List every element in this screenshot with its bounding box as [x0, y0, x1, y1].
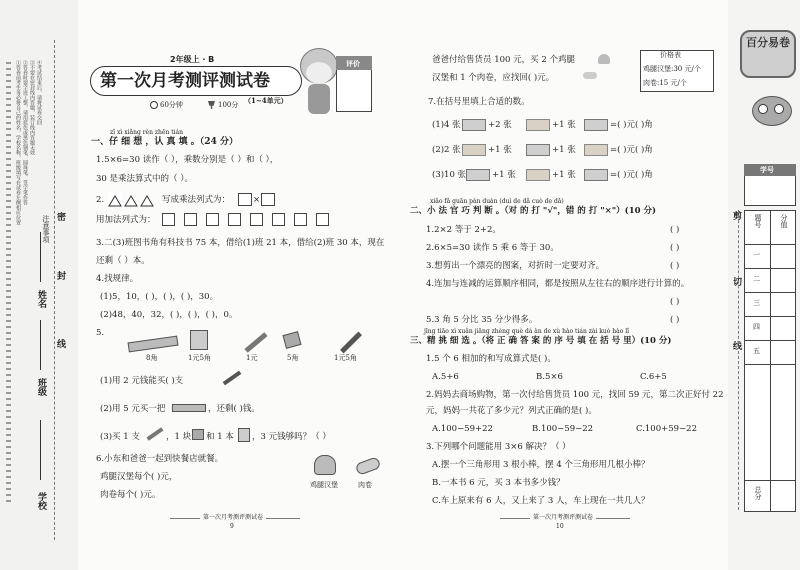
- q7b-answer: =( )元( )角: [610, 145, 653, 155]
- full-score: 100分: [218, 101, 239, 109]
- q5-number: 5.: [96, 328, 105, 338]
- judge-5-paren[interactable]: ( ): [670, 315, 680, 325]
- q5-part3-a: (3)买 1 支: [100, 432, 140, 442]
- price-pen: 1元5角: [334, 354, 357, 362]
- burger-icon: [598, 54, 610, 64]
- choice-1-option-a[interactable]: A.5+6: [432, 372, 459, 382]
- score-row-1: 一: [753, 251, 760, 259]
- score-row-line: [744, 340, 796, 341]
- margin-note-3: ③不要在密封线内答题，装订线内答题无效: [29, 60, 35, 155]
- class-underline: [40, 320, 41, 370]
- book-icon: [238, 428, 250, 442]
- score-col-question: 题号: [754, 214, 762, 228]
- banknote-icon: [462, 144, 486, 156]
- q6-roll: 肉卷每个( )元。: [100, 490, 161, 500]
- triangle-icon-1: [108, 192, 122, 204]
- meat-roll-icon: [583, 72, 597, 79]
- seal-line: [54, 40, 55, 540]
- q1-text-cont: 30 是乘法算式中的（ ）。: [96, 174, 193, 184]
- q6-change: 汉堡和 1 个肉卷，应找回( )元。: [432, 73, 555, 83]
- banknote-icon: [584, 169, 608, 181]
- ruler-icon: [172, 404, 206, 412]
- judge-2-paren[interactable]: ( ): [670, 243, 680, 253]
- price-row-burger: 鸡腿汉堡:30 元/个: [643, 65, 701, 73]
- cut-char-1: 剪: [733, 212, 743, 222]
- judge-1-paren[interactable]: ( ): [670, 225, 680, 235]
- answer-box[interactable]: [184, 213, 197, 226]
- banknote-icon: [462, 119, 486, 131]
- price-book: 1元5角: [188, 354, 211, 362]
- answer-box[interactable]: [206, 213, 219, 226]
- q7c-part2: +1 张: [492, 170, 516, 180]
- meat-roll-icon: [355, 456, 382, 475]
- student-number-label: 学号: [760, 165, 774, 174]
- page-number: 9: [230, 523, 234, 530]
- score-row-5: 五: [753, 347, 760, 355]
- choice-3-option-a[interactable]: A.摆一个三角形用 3 根小棒，摆 4 个三角形用几根小棒？: [432, 460, 650, 470]
- q3-text-cont: 还剩（ ）本。: [96, 256, 150, 266]
- score-row-3: 三: [753, 299, 760, 307]
- score-row-line: [744, 244, 796, 245]
- banknote-icon: [526, 119, 550, 131]
- mascot-eye-icon: [774, 104, 784, 114]
- grade-label: 2年级上 · B: [170, 55, 215, 64]
- q6-text: 6.小东和爸爸一起到快餐店就餐。: [96, 454, 224, 464]
- q5-part3-d: ，3 元钱够吗？（ ）: [252, 432, 331, 442]
- section1-pinyin: zǐ xì xiǎng rèn zhēn tián: [110, 129, 183, 136]
- q7b-part2: +1 张: [488, 145, 512, 155]
- judge-3-paren[interactable]: ( ): [670, 261, 680, 271]
- margin-note-1: ①答卷前考生务必将自己的姓名，学校名称，班级填写在试卷左侧相应位置: [15, 60, 21, 225]
- price-ruler: 8角: [146, 354, 158, 362]
- judge-4-paren[interactable]: ( ): [670, 297, 680, 307]
- answer-box[interactable]: [261, 193, 275, 206]
- class-label: 班级: [36, 378, 46, 396]
- score-row-line: [744, 292, 796, 293]
- q7c-part1: (3)10 张: [432, 170, 467, 180]
- burger-icon: [314, 455, 336, 475]
- choice-3-option-c[interactable]: C.车上原来有 6 人，又上来了 3 人，车上现在一共几人？: [432, 496, 650, 506]
- section1-title: 一、仔 细 想 ，认 真 填 。（24 分）: [91, 137, 238, 147]
- answer-box[interactable]: [272, 213, 285, 226]
- ruler-icon: [128, 336, 179, 353]
- answer-box[interactable]: [238, 193, 252, 206]
- section2-title: 二、小 法 官 巧 判 断 。（对 的 打 "√"，错 的 打 "×"）(10 分): [410, 206, 657, 216]
- q3-text: 3.二(3)班图书角有科技书 75 本，借给(1)班 21 本，借给(2)班 30 本，现在: [96, 238, 385, 248]
- judge-3: 3.想剪出一个漂亮的图案，对折时一定要对齐。: [426, 261, 605, 271]
- footer-title: 第一次月考测评测试卷: [200, 512, 266, 523]
- q5-part1: (1)用 2 元钱能买( )支: [100, 376, 184, 386]
- page-title: 第一次月考测评测试卷: [100, 71, 270, 91]
- price-table-title: 价格表: [660, 51, 681, 59]
- cut-char-3: 线: [733, 342, 743, 352]
- name-label: 姓名: [36, 290, 46, 308]
- q6-burger: 鸡腿汉堡每个( )元，: [100, 472, 178, 482]
- pencil-icon: [244, 332, 267, 353]
- choice-3-option-b[interactable]: B.一本书 6 元，买 3 本书多少钱？: [432, 478, 565, 488]
- answer-box[interactable]: [228, 213, 241, 226]
- book-icon: [190, 330, 208, 350]
- judge-5: 5.3 角 5 分比 35 分少得多。: [426, 315, 538, 325]
- trophy-icon: [208, 101, 215, 109]
- judge-4: 4.连加与连减的运算顺序相同，都是按照从左往右的顺序进行计算的。: [426, 279, 690, 289]
- margin-note-4: ④考试结束后，请将试卷交回: [36, 60, 42, 125]
- total-score-label: 总分: [754, 486, 762, 500]
- name-underline: [40, 232, 41, 282]
- section3-title: 三、精 挑 细 选 。（将 正 确 答 案 的 序 号 填 在 括 号 里）(10 分): [410, 336, 672, 346]
- answer-box[interactable]: [250, 213, 263, 226]
- perforation-dots: [6, 62, 11, 502]
- q7a-part3: +1 张: [552, 120, 576, 130]
- score-row-line: [744, 268, 796, 269]
- school-label: 学校: [36, 492, 46, 510]
- judge-2: 2.6×5=30 读作 5 乘 6 等于 30。: [426, 243, 559, 253]
- answer-box[interactable]: [294, 213, 307, 226]
- notice-label: 注意事项: [42, 215, 50, 243]
- q2-mult-prompt: 写成乘法列式为：: [162, 195, 231, 205]
- price-pencil: 1元: [246, 354, 258, 362]
- choice-1: 1.5 个 6 相加的和写成算式是( )。: [426, 354, 556, 364]
- choice-1-option-c[interactable]: C.6+5: [640, 372, 667, 382]
- q1-text: 1.5×6=30 读作（ ），乘数分别是（ ）和（ ），: [96, 155, 279, 165]
- q7a-part1: (1)4 张: [432, 120, 461, 130]
- score-row-4: 四: [753, 323, 760, 331]
- q4-sequence-1: (1)5，10，( )，( )，( )，30。: [100, 292, 219, 302]
- banknote-icon: [466, 169, 490, 181]
- q4-title: 4.找规律。: [96, 274, 139, 284]
- banknote-icon: [584, 119, 608, 131]
- choice-2-option-a[interactable]: A.100−59+22: [432, 424, 493, 434]
- pencil-icon: [146, 427, 163, 441]
- unit-range: （1~4单元）: [244, 96, 288, 105]
- school-underline: [40, 420, 41, 480]
- seal-char-1: 密: [57, 213, 67, 223]
- q5-part3-b: ，1 块: [166, 432, 192, 442]
- food-label-burger: 鸡腿汉堡: [310, 481, 338, 489]
- q7b-part3: +1 张: [552, 145, 576, 155]
- clock-icon: [150, 101, 158, 109]
- triangle-icon-2: [124, 192, 138, 204]
- section2-pinyin: xiǎo fǎ guān pàn duàn (duì de dǎ cuò de dǎ): [430, 198, 564, 205]
- price-eraser: 5角: [287, 354, 299, 362]
- seal-char-3: 线: [57, 340, 67, 350]
- time-limit: 60分钟: [160, 101, 183, 109]
- judge-1: 1.2×2 等于 2+2。: [426, 225, 501, 235]
- q4-sequence-2: (2)48，40，32，( )，( )，( )，0。: [100, 310, 238, 320]
- pen-icon: [340, 332, 362, 354]
- q5-part2-cont: ，还剩( )钱。: [208, 404, 260, 414]
- score-row-line: [744, 316, 796, 317]
- brand-name: 百分易卷: [746, 36, 790, 49]
- q7a-part2: +2 张: [488, 120, 512, 130]
- q7c-part3: +1 张: [552, 170, 576, 180]
- q7a-answer: =( )元( )角: [610, 120, 653, 130]
- banknote-icon: [584, 144, 608, 156]
- seal-char-2: 封: [57, 272, 67, 282]
- answer-box[interactable]: [316, 213, 329, 226]
- q6-text-cont: 爸爸付给售货员 100 元，买 2 个鸡腿: [432, 55, 575, 65]
- q7c-answer: =( )元( )角: [610, 170, 653, 180]
- choice-1-option-b[interactable]: B.5×6: [536, 372, 563, 382]
- mascot-eye-icon: [758, 104, 768, 114]
- choice-2-cont: 元，妈妈一共花了多少元？列式正确的是( )。: [426, 406, 597, 416]
- mascot-body: [308, 84, 330, 114]
- section3-pinyin: jīng tiāo xì xuǎn jiāng zhèng què dá àn de xù hào tián zài kuò hào lǐ: [424, 328, 630, 335]
- choice-2: 2.妈妈去商场购物，第一次付给售货员 100 元，找回 59 元，第二次正好付 22: [426, 390, 724, 400]
- cut-line: [738, 210, 739, 510]
- q2-add-prompt: 用加法列式为：: [96, 215, 156, 225]
- exam-spread: ①答卷前考生务必将自己的姓名，学校名称，班级填写在试卷左侧相应位置 ②答卷时要字迹工整，请用蓝色或黑色钢笔、圆珠笔、签字笔作答 ③不要在密封线内答题，装订线内答题无效 ④考试结束后，请将试卷交回 注意事项 学校 班级 姓名 密 封 线 2年级上 · B 第一次月考测评测试卷 （1~4单元） 60分钟 100分 评价 zǐ xì xiǎng rèn zhēn tián 一、仔 细 想 ，认 真 填 。（24 分） 1.5×6=30 读作（ ），乘数分别是（ ）和（ ）， 30 是乘法算式中的（ ）。 2. 写成乘法列式为： × 用加法列式为： 3.二(3)班图书角有科技书 75 本，借给(1)班 21 本，借给(2)班 30 本，现在 还剩（ ）本。 4.找规律。 (1)5，10，( )，( )，( )，30。 (2)48，40，32，( )，( )，( )，0。 5. 8角 1元5角 1元 5角 1元5角 (1)用 2 元钱能买( )支 (2)用 5 元买一把 ，还剩( )钱。 (3)买 1 支 ，1 块 和 1 本 ，3 元钱够吗？（ ） 6.小东和爸爸一起到快餐店就餐。 鸡腿汉堡每个( )元， 肉卷每个( )元。 鸡腿汉堡 肉卷 第一次月考测评测试卷 9 爸爸付给售货员 100 元，买 2 个鸡腿 汉堡和 1 个肉卷，应找回( )元。 价格表 鸡腿汉堡:30 元/个 肉卷:15 元/个 7.在括号里填上合适的数。 (1)4 张 +2 张 +1 张 =( )元( )角 (2)2 张 +1 张 +1 张 =( )元( )角 (3)10 张 +1 张 +1 张 =( )元( )角 xiǎo fǎ guān pàn duàn (duì de dǎ cuò de dǎ) 二、小 法 官 巧 判 断 。（对 的 打 "√"，错 的 打 "×"）(10 分) 1.2×2 等于 2+2。 ( ) 2.6×5=30 读作 5 乘 6 等于 30。 ( ) 3.想剪出一个漂亮的图案，对折时一定要对齐。 ( ) 4.连加与连减的运算顺序相同，都是按照从左往右的顺序进行计算的。 ( ) 5.3 角 5 分比 35 分少得多。 ( ) jīng tiāo xì xuǎn jiāng zhèng què dá àn de xù hào tián zài kuò hào lǐ 三、精 挑 细 选 。（将 正 确 答 案 的 序 号 填 在 括 号 里）(10 分) 1.5 个 6 相加的和写成算式是( )。 A.5+6 B.5×6 C.6+5 2.妈妈去商场购物，第一次付给售货员 100 元，找回 59 元，第二次正好付 22 元，妈妈一共花了多少元？列式正确的是( )。 A.100−59+22 B.100−59−22 C.100+59−22 3.下列哪个问题能用 3×6 解决？（ ） A.摆一个三角形用 3 根小棒，摆 4 个三角形用几根小棒？ B.一本书 6 元，买 3 本书多少钱？ C.车上原来有 6 人，又上来了 3 人，车上现在一共几人？ 第一次月考测评测试卷 10 百分易卷 学号 剪 切 线 题号 分值 一 二 三 四 五 总分: [0, 0, 800, 570]
- eraser-icon: [282, 331, 301, 349]
- eraser-icon: [192, 429, 204, 440]
- cut-char-2: 切: [733, 278, 743, 288]
- score-col-score: 分值: [780, 214, 788, 228]
- q5-part2: (2)用 5 元买一把: [100, 404, 166, 414]
- banknote-icon: [526, 144, 550, 156]
- food-label-roll: 肉卷: [358, 481, 372, 489]
- q7-title: 7.在括号里填上合适的数。: [428, 97, 530, 107]
- margin-note-2: ②答卷时要字迹工整，请用蓝色或黑色钢笔、圆珠笔、签字笔作答: [22, 60, 28, 205]
- score-table-divider: [770, 210, 771, 512]
- score-row-2: 二: [753, 275, 760, 283]
- triangle-icon-3: [140, 192, 154, 204]
- choice-3: 3.下列哪个问题能用 3×6 解决？（ ）: [426, 442, 571, 452]
- page-number: 10: [556, 523, 564, 530]
- pen-icon: [223, 371, 242, 386]
- footer-title: 第一次月考测评测试卷: [530, 512, 596, 523]
- q7b-part1: (2)2 张: [432, 145, 461, 155]
- answer-box[interactable]: [162, 213, 175, 226]
- score-row-line: [744, 364, 796, 365]
- score-row-line: [744, 480, 796, 481]
- evaluation-label: 评价: [346, 59, 360, 68]
- q5-part3-c: 和 1 本: [206, 432, 234, 442]
- price-row-roll: 肉卷:15 元/个: [643, 79, 687, 87]
- choice-2-option-c[interactable]: C.100+59−22: [636, 424, 698, 434]
- q2-number: 2.: [96, 195, 105, 205]
- banknote-icon: [526, 169, 550, 181]
- mascot-face: [306, 62, 332, 84]
- choice-2-option-b[interactable]: B.100−59−22: [532, 424, 594, 434]
